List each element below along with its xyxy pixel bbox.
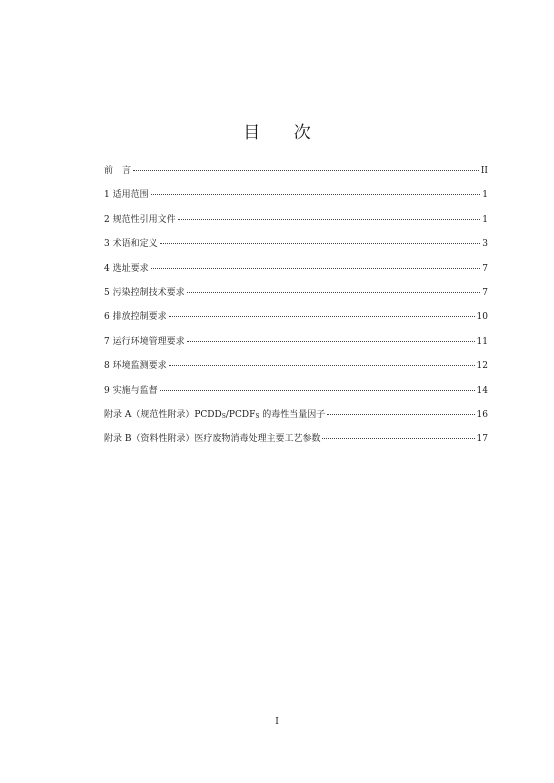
- toc-entry-page: 7: [482, 287, 488, 298]
- toc-entry-page: 17: [476, 434, 488, 445]
- dot-leader: [160, 390, 475, 391]
- dot-leader: [133, 170, 479, 171]
- dot-leader: [169, 316, 475, 317]
- dot-leader: [327, 414, 474, 415]
- dot-leader: [178, 219, 481, 220]
- toc-entry-6[interactable]: [104, 311, 488, 335]
- toc-entry-7[interactable]: [104, 336, 488, 360]
- toc-entry-label: 5 污染控制技术要求: [104, 287, 185, 298]
- toc-entry-appendix-a[interactable]: [104, 409, 488, 433]
- toc-entry-label: 4 选址要求: [104, 263, 149, 274]
- toc-entry-1[interactable]: [104, 189, 488, 213]
- label-part: 附录 A（规范性附录）PCDD: [104, 409, 222, 420]
- toc-entry-page: 11: [476, 336, 488, 347]
- toc-entry-label: 7 运行环境管理要求: [104, 336, 185, 347]
- toc-entry-page: 3: [482, 239, 488, 250]
- dot-leader: [187, 292, 481, 293]
- toc-entry-page: II: [480, 166, 488, 176]
- toc-entry-page: 14: [476, 385, 488, 396]
- subscript: S: [221, 412, 226, 420]
- dot-leader: [151, 194, 481, 195]
- dot-leader: [322, 438, 474, 439]
- dot-leader: [160, 243, 481, 244]
- toc-entry-2[interactable]: [104, 214, 488, 238]
- toc-entry-8[interactable]: [104, 360, 488, 384]
- subscript: S: [255, 412, 260, 420]
- toc-entry-9[interactable]: [104, 385, 488, 409]
- toc-entry-5[interactable]: [104, 287, 488, 311]
- toc-entry-label: 3 术语和定义: [104, 239, 158, 250]
- toc-entry-label: [104, 409, 325, 423]
- toc-entry-appendix-b[interactable]: [104, 433, 488, 457]
- toc-entry-label: 前 言: [104, 166, 132, 176]
- label-part: 的毒性当量因子: [259, 409, 326, 420]
- toc-entry-page: 1: [482, 214, 488, 225]
- page-number: I: [275, 717, 279, 727]
- toc-entry-page: 1: [482, 190, 488, 201]
- page-title: 目 次: [243, 123, 325, 143]
- toc-entry-label: 1 适用范围: [104, 190, 149, 201]
- table-of-contents: [104, 165, 488, 458]
- toc-entry-3[interactable]: [104, 238, 488, 262]
- toc-entry-4[interactable]: [104, 263, 488, 287]
- toc-entry-page: 12: [476, 361, 488, 372]
- dot-leader: [169, 365, 475, 366]
- toc-entry-label: 8 环境监测要求: [104, 361, 167, 372]
- dot-leader: [151, 268, 481, 269]
- toc-entry-foreword[interactable]: [104, 165, 488, 189]
- toc-entry-label: 9 实施与监督: [104, 385, 158, 396]
- toc-entry-label: 6 排放控制要求: [104, 312, 167, 323]
- toc-entry-page: 16: [476, 409, 488, 420]
- toc-entry-label: 附录 B（资料性附录）医疗废物消毒处理主要工艺参数: [104, 434, 321, 445]
- toc-entry-label: 2 规范性引用文件: [104, 214, 176, 225]
- label-part: /PCDF: [225, 409, 256, 420]
- dot-leader: [187, 341, 475, 342]
- toc-entry-page: 10: [476, 312, 488, 323]
- toc-entry-page: 7: [482, 263, 488, 274]
